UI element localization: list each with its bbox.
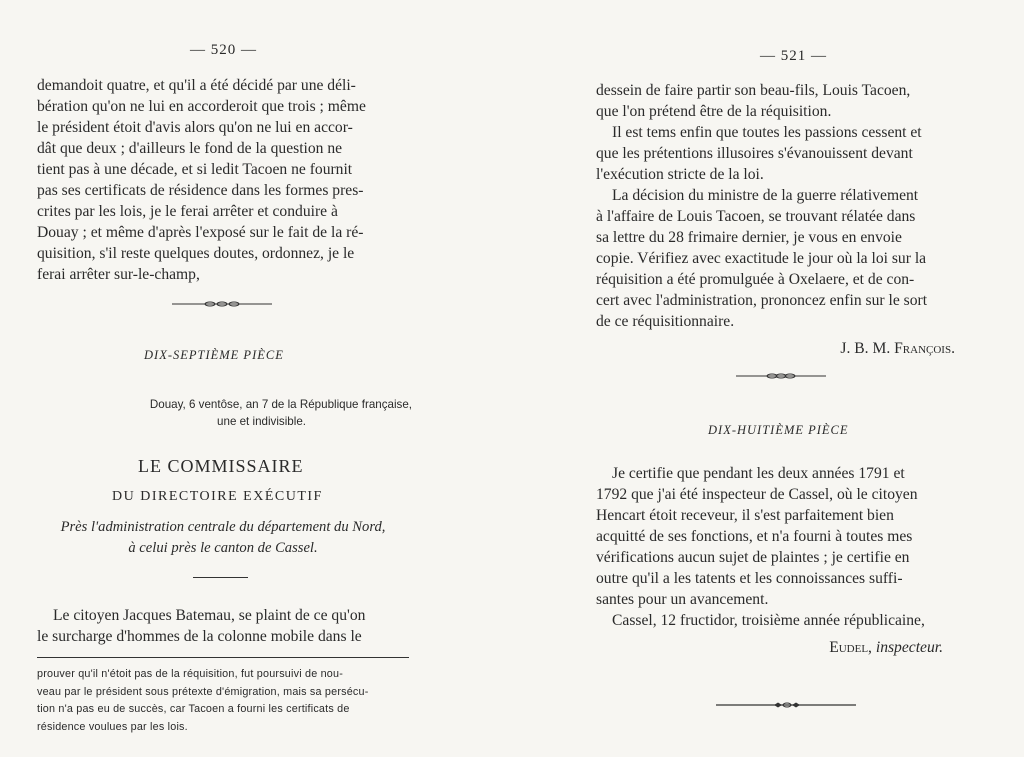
text-line: pas ses certificats de résidence dans les formes pres-	[37, 182, 364, 199]
text-line: acquitté de ses fonctions, et n'a fourni à toutes mes	[596, 528, 913, 545]
page-number-right: — 521 —	[760, 48, 827, 64]
text-line: cert avec l'administration, prononcez enfin sur le sort	[596, 292, 928, 309]
text-line: le président étoit d'avis alors qu'on ne lui en accor-	[37, 119, 353, 136]
piece-heading-left: DIX-SEPTIÈME PIÈCE	[144, 348, 284, 362]
footnote-line: tion n'a pas eu de succès, car Tacoen a fourni les certificats de	[37, 703, 350, 715]
date-line: Douay, 6 ventôse, an 7 de la République française,	[149, 398, 412, 411]
text-line: ferai arrêter sur-le-champ,	[37, 266, 200, 283]
text-line: Je certifie que pendant les deux années 1791 et	[612, 465, 905, 482]
text-line: quisition, s'il reste quelques doutes, ordonnez, je le	[37, 245, 355, 262]
footnote-line: résidence voulues par les lois.	[37, 720, 188, 733]
title-directoire: DU DIRECTOIRE EXÉCUTIF	[112, 489, 323, 504]
text-line: que l'on prétend être de la réquisition.	[596, 103, 832, 120]
footnote-line: veau par le président sous prétexte d'émigration, mais sa persécu-	[37, 685, 369, 698]
right-bottom-paragraph	[596, 463, 981, 658]
signature-francois: J. B. M. François.	[840, 340, 955, 357]
text-line: dât que deux ; d'ailleurs le fond de la question ne	[37, 140, 343, 157]
text-line: l'exécution stricte de la loi.	[596, 166, 764, 183]
text-line: bération qu'on ne lui en accorderoit que trois ; même	[37, 98, 366, 115]
text-line: La décision du ministre de la guerre rélativement	[612, 187, 919, 204]
text-line: demandoit quatre, et qu'il a été décidé par une déli-	[37, 77, 356, 94]
addressee-line: à celui près le canton de Cassel.	[128, 540, 318, 556]
page-number-left: — 520 —	[190, 42, 257, 58]
text-line: Hencart étoit receveur, il s'est parfaitement bien	[596, 507, 894, 524]
text-line: que les prétentions illusoires s'évanouissent devant	[596, 145, 913, 162]
ornament-divider	[172, 301, 272, 307]
signature-name: Eudel,	[829, 639, 872, 656]
ornament-divider	[736, 373, 826, 379]
left-top-paragraph	[37, 75, 410, 285]
text-line: Cassel, 12 fructidor, troisième année républicaine,	[612, 612, 925, 629]
footnote	[37, 666, 409, 736]
signature-eudel	[596, 637, 981, 658]
text-line: de ce réquisitionnaire.	[596, 313, 735, 330]
left-bottom-paragraph	[37, 605, 410, 647]
title-commissaire: LE COMMISSAIRE	[138, 456, 304, 476]
footnote-rule	[37, 657, 409, 658]
text-line: tient pas à une décade, et si ledit Tacoen ne fournit	[37, 161, 353, 178]
date-line: une et indivisible.	[217, 415, 306, 428]
addressee-line: Près l'administration centrale du département du Nord,	[60, 519, 386, 535]
signature-title: inspecteur.	[875, 639, 943, 656]
short-rule	[193, 577, 248, 578]
text-line: sa lettre du 28 frimaire dernier, je vous en envoie	[596, 229, 902, 246]
piece-heading-right: DIX-HUITIÈME PIÈCE	[708, 423, 849, 437]
text-line: Il est tems enfin que toutes les passions cessent et	[612, 124, 922, 141]
ornament-divider	[716, 702, 856, 708]
addressee-block	[34, 517, 412, 559]
text-line: outre qu'il a les tatents et les connoissances suffi-	[596, 570, 903, 587]
text-line: 1792 que j'ai été inspecteur de Cassel, où le citoyen	[596, 486, 918, 503]
text-line: Douay ; et même d'après l'exposé sur le fait de la ré-	[37, 224, 364, 241]
text-line: à l'affaire de Louis Tacoen, se trouvant rélatée dans	[596, 208, 916, 225]
text-line: santes pour un avancement.	[596, 591, 769, 608]
text-line: vérifications aucun sujet de plaintes ; je certifie en	[596, 549, 910, 566]
right-page	[512, 0, 1024, 757]
text-line: dessein de faire partir son beau-fils, Louis Tacoen,	[596, 82, 911, 99]
date-block	[90, 396, 412, 430]
text-line: copie. Vérifiez avec exactitude le jour où la loi sur la	[596, 250, 927, 267]
text-line: Le citoyen Jacques Batemau, se plaint de ce qu'on	[53, 607, 366, 624]
right-top-paragraph	[596, 80, 981, 359]
text-line: réquisition a été promulguée à Oxelaere, et de con-	[596, 271, 915, 288]
text-line: le surcharge d'hommes de la colonne mobile dans le	[37, 628, 362, 645]
footnote-line: prouver qu'il n'étoit pas de la réquisition, fut poursuivi de nou-	[37, 668, 344, 680]
text-line: crites par les lois, je le ferai arrêter et conduire à	[37, 203, 338, 220]
